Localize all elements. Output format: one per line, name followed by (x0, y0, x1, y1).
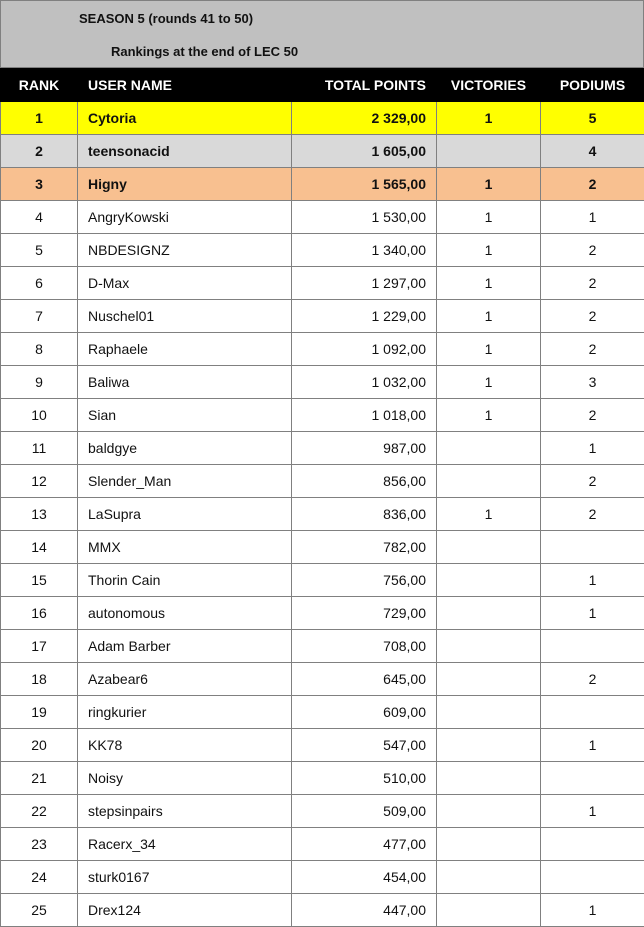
table-row (1, 531, 644, 564)
table-header-row (1, 69, 644, 102)
cell-total-points: 836,00 (292, 498, 437, 531)
rankings-subtitle: Rankings at the end of LEC 50 (111, 44, 299, 59)
cell-rank: 16 (1, 597, 78, 630)
cell-rank: 1 (1, 102, 78, 135)
cell-rank: 19 (1, 696, 78, 729)
cell-user-name: Cytoria (78, 102, 292, 135)
cell-rank: 20 (1, 729, 78, 762)
cell-victories: 1 (437, 102, 541, 135)
table-row (1, 465, 644, 498)
table-row (1, 300, 644, 333)
table-row (1, 102, 644, 135)
cell-victories: 1 (437, 366, 541, 399)
cell-user-name: AngryKowski (78, 201, 292, 234)
cell-rank: 2 (1, 135, 78, 168)
table-row (1, 795, 644, 828)
column-header-total-points: TOTAL POINTS (292, 69, 437, 102)
cell-rank: 14 (1, 531, 78, 564)
cell-podiums: 1 (541, 432, 644, 465)
cell-total-points: 756,00 (292, 564, 437, 597)
cell-podiums: 1 (541, 564, 644, 597)
cell-podiums: 2 (541, 267, 644, 300)
cell-user-name: baldgye (78, 432, 292, 465)
table-row (1, 498, 644, 531)
cell-user-name: Higny (78, 168, 292, 201)
cell-victories (437, 432, 541, 465)
table-row (1, 234, 644, 267)
table-row (1, 597, 644, 630)
cell-user-name: Raphaele (78, 333, 292, 366)
column-header-victories: VICTORIES (437, 69, 541, 102)
cell-total-points: 1 229,00 (292, 300, 437, 333)
cell-podiums: 2 (541, 465, 644, 498)
cell-user-name: KK78 (78, 729, 292, 762)
cell-user-name: MMX (78, 531, 292, 564)
cell-user-name: Racerx_34 (78, 828, 292, 861)
cell-rank: 13 (1, 498, 78, 531)
cell-victories (437, 762, 541, 795)
table-row (1, 267, 644, 300)
cell-victories: 1 (437, 201, 541, 234)
table-row (1, 366, 644, 399)
cell-podiums: 2 (541, 663, 644, 696)
table-row (1, 168, 644, 201)
table-row (1, 432, 644, 465)
table-row (1, 630, 644, 663)
cell-podiums (541, 828, 644, 861)
cell-total-points: 1 530,00 (292, 201, 437, 234)
cell-total-points: 1 605,00 (292, 135, 437, 168)
cell-victories (437, 894, 541, 927)
cell-victories (437, 696, 541, 729)
cell-victories (437, 795, 541, 828)
cell-podiums: 2 (541, 168, 644, 201)
cell-total-points: 2 329,00 (292, 102, 437, 135)
cell-victories (437, 597, 541, 630)
cell-rank: 24 (1, 861, 78, 894)
cell-total-points: 447,00 (292, 894, 437, 927)
cell-total-points: 510,00 (292, 762, 437, 795)
cell-total-points: 1 297,00 (292, 267, 437, 300)
rankings-table (0, 68, 644, 927)
cell-rank: 12 (1, 465, 78, 498)
cell-victories: 1 (437, 399, 541, 432)
table-row (1, 135, 644, 168)
cell-podiums: 1 (541, 201, 644, 234)
cell-podiums: 2 (541, 234, 644, 267)
cell-podiums: 1 (541, 729, 644, 762)
cell-victories (437, 630, 541, 663)
cell-victories (437, 663, 541, 696)
cell-total-points: 1 018,00 (292, 399, 437, 432)
cell-user-name: Sian (78, 399, 292, 432)
cell-podiums: 1 (541, 597, 644, 630)
cell-rank: 18 (1, 663, 78, 696)
table-row (1, 894, 644, 927)
cell-user-name: Adam Barber (78, 630, 292, 663)
cell-podiums: 2 (541, 333, 644, 366)
cell-total-points: 509,00 (292, 795, 437, 828)
cell-victories (437, 729, 541, 762)
table-row (1, 333, 644, 366)
cell-podiums (541, 861, 644, 894)
cell-podiums: 1 (541, 795, 644, 828)
column-header-rank: RANK (1, 69, 78, 102)
cell-rank: 4 (1, 201, 78, 234)
cell-user-name: Noisy (78, 762, 292, 795)
cell-victories (437, 828, 541, 861)
cell-total-points: 547,00 (292, 729, 437, 762)
cell-podiums: 2 (541, 399, 644, 432)
cell-podiums (541, 531, 644, 564)
cell-victories: 1 (437, 168, 541, 201)
column-header-podiums: PODIUMS (541, 69, 644, 102)
cell-user-name: Azabear6 (78, 663, 292, 696)
cell-user-name: Slender_Man (78, 465, 292, 498)
cell-user-name: LaSupra (78, 498, 292, 531)
table-row (1, 729, 644, 762)
cell-user-name: teensonacid (78, 135, 292, 168)
cell-victories (437, 531, 541, 564)
cell-podiums (541, 696, 644, 729)
table-row (1, 564, 644, 597)
cell-rank: 15 (1, 564, 78, 597)
cell-podiums: 2 (541, 498, 644, 531)
cell-total-points: 708,00 (292, 630, 437, 663)
cell-rank: 23 (1, 828, 78, 861)
table-row (1, 762, 644, 795)
cell-victories: 1 (437, 498, 541, 531)
cell-rank: 5 (1, 234, 78, 267)
cell-victories (437, 564, 541, 597)
cell-user-name: Baliwa (78, 366, 292, 399)
cell-rank: 3 (1, 168, 78, 201)
cell-user-name: NBDESIGNZ (78, 234, 292, 267)
cell-user-name: sturk0167 (78, 861, 292, 894)
cell-podiums: 5 (541, 102, 644, 135)
cell-podiums (541, 630, 644, 663)
cell-user-name: Thorin Cain (78, 564, 292, 597)
cell-podiums: 1 (541, 894, 644, 927)
cell-total-points: 1 092,00 (292, 333, 437, 366)
table-row (1, 399, 644, 432)
cell-user-name: D-Max (78, 267, 292, 300)
cell-rank: 21 (1, 762, 78, 795)
cell-total-points: 645,00 (292, 663, 437, 696)
cell-rank: 8 (1, 333, 78, 366)
cell-total-points: 856,00 (292, 465, 437, 498)
cell-user-name: Nuschel01 (78, 300, 292, 333)
cell-total-points: 454,00 (292, 861, 437, 894)
cell-total-points: 609,00 (292, 696, 437, 729)
cell-podiums: 2 (541, 300, 644, 333)
cell-podiums: 4 (541, 135, 644, 168)
cell-victories: 1 (437, 300, 541, 333)
cell-total-points: 782,00 (292, 531, 437, 564)
table-row (1, 828, 644, 861)
cell-total-points: 1 565,00 (292, 168, 437, 201)
cell-rank: 7 (1, 300, 78, 333)
table-row (1, 201, 644, 234)
season-banner (0, 0, 644, 68)
cell-victories (437, 861, 541, 894)
cell-podiums (541, 762, 644, 795)
cell-rank: 10 (1, 399, 78, 432)
cell-victories (437, 465, 541, 498)
cell-victories (437, 135, 541, 168)
season-title: SEASON 5 (rounds 41 to 50) (79, 11, 254, 26)
cell-podiums: 3 (541, 366, 644, 399)
table-row (1, 663, 644, 696)
cell-rank: 6 (1, 267, 78, 300)
cell-user-name: Drex124 (78, 894, 292, 927)
table-row (1, 861, 644, 894)
cell-total-points: 477,00 (292, 828, 437, 861)
cell-rank: 17 (1, 630, 78, 663)
cell-total-points: 729,00 (292, 597, 437, 630)
cell-rank: 22 (1, 795, 78, 828)
cell-rank: 11 (1, 432, 78, 465)
table-row (1, 696, 644, 729)
cell-total-points: 1 340,00 (292, 234, 437, 267)
cell-rank: 9 (1, 366, 78, 399)
column-header-user-name: USER NAME (78, 69, 292, 102)
cell-victories: 1 (437, 234, 541, 267)
cell-rank: 25 (1, 894, 78, 927)
cell-total-points: 987,00 (292, 432, 437, 465)
cell-victories: 1 (437, 267, 541, 300)
cell-user-name: ringkurier (78, 696, 292, 729)
cell-user-name: stepsinpairs (78, 795, 292, 828)
cell-user-name: autonomous (78, 597, 292, 630)
cell-victories: 1 (437, 333, 541, 366)
cell-total-points: 1 032,00 (292, 366, 437, 399)
